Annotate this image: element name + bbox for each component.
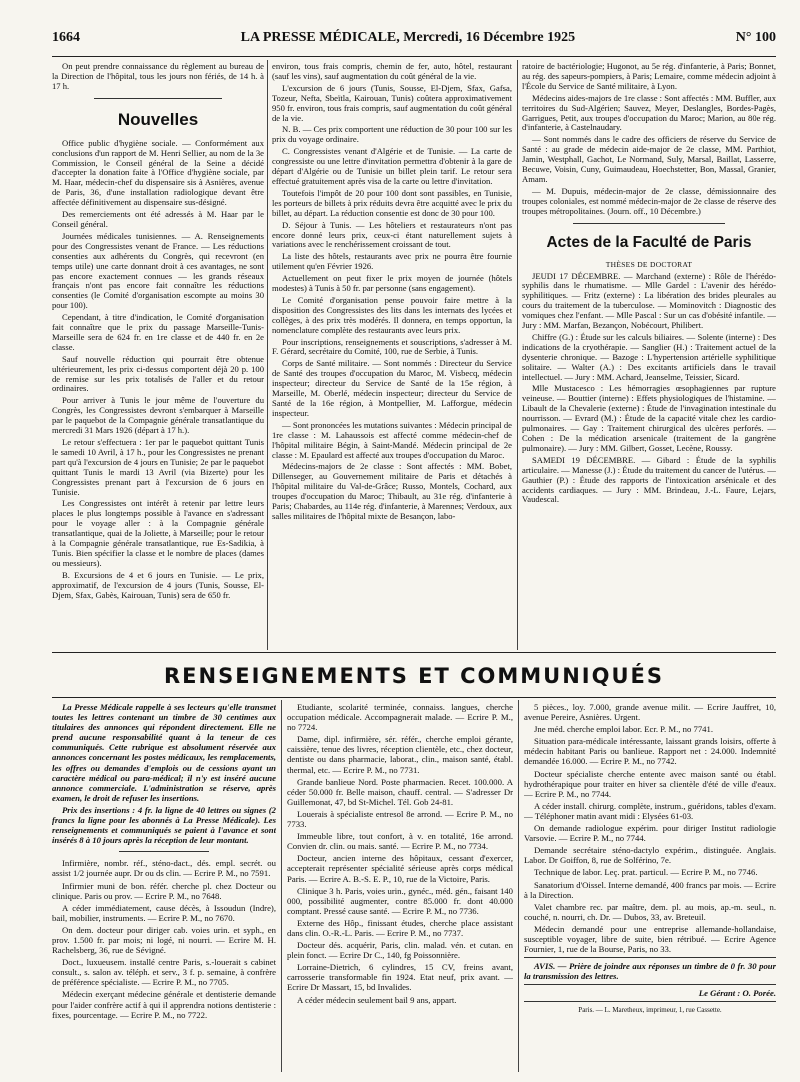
article-paragraph: B. Excursions de 4 et 6 jours en Tunisie. — Le prix, approximatif, de l'excursion de 4 jours (Tunis, Sousse, El-Djem, Sfax, Gabès, Kairouan, Tunis) sera de 650 fr. bbox=[52, 569, 264, 600]
column-rule bbox=[517, 60, 518, 650]
page-header bbox=[52, 30, 776, 52]
classified-ad: Dame, dipl. infirmière, sér. référ., cherche emploi gérante, caissière, tenue des livres, réception clientèle, etc., chez docteur, dentiste ou dans pharmacie, laborat., clin., maison santé, établ. thermal, etc. — Ecrire P. M., no 7731. bbox=[287, 734, 513, 775]
ads-column-2 bbox=[287, 702, 513, 1070]
ads-column-3 bbox=[524, 702, 776, 1070]
article-paragraph: Le retour s'effectuera : 1er par le paquebot quittant Tunis le samedi 10 Avril, à 17 h., pour les Congressistes ne prenant part qu'à l'excursion de 4 jours en Tunisie; 2e par le paquebot quittant Tunis le mardi 13 Avril (via Bizerte) pour les Congressistes prenant part à l'excursion de 6 jours en Tunisie. bbox=[52, 437, 264, 497]
article-paragraph: Médecins aides-majors de 1re classe : Sont affectés : MM. Buffler, aux territoires du Sud-Algérien; Sauvez, Meyer, Deslangles, Bordes-Pagès, Garrigues, Petit, aux troupes d'occupation du Maroc; Marion, au 80e rég. d'infanterie, à Castelnaudary. bbox=[522, 92, 776, 133]
classified-ad: Docteur dés. acquérir, Paris, clin. malad. vén. et cutan. en plein fonct. — Ecrire Dr C., 140, fg Poissonnière. bbox=[287, 940, 513, 961]
classified-ad: A céder install. chirurg. complète, instrum., guéridons, tables d'exam. — Téléphoner matin avant midi : Elysées 61-03. bbox=[524, 800, 776, 821]
classified-ad: Infirmière, nombr. réf., sténo-dact., dés. empl. secrét. ou assist 1/2 journée aupr. Dr ou ds clin. — Ecrire P. M., no 7591. bbox=[52, 858, 276, 879]
classified-ad: Immeuble libre, tout confort, à v. en totalité, 16e arrond. Convien dr. clin. ou mais. santé. — Ecrire P. M., no 7734. bbox=[287, 831, 513, 852]
article-paragraph: Des remerciements ont été adressés à M. Haar par le Conseil général. bbox=[52, 209, 264, 229]
section-title-nouvelles: Nouvelles bbox=[117, 109, 199, 129]
article-paragraph: Journées médicales tunisiennes. — A. Renseignements pour des Congressistes venant de France. — Les réductions consenties aux adhérents du Congrès, qui recevront (en temps utile) une carte donnant droit à ces avantages, ne sont pas encore exactement connues — les grands réseaux français n'ont pas encore fait connaître les réductions consenties (le Comité d'organisation escompte au moins 30 pour 100). bbox=[52, 230, 264, 311]
column-1 bbox=[52, 62, 264, 650]
section-banner: RENSEIGNEMENTS ET COMMUNIQUÉS bbox=[164, 664, 664, 688]
column-3 bbox=[522, 62, 776, 650]
classified-ad: A céder médecin seulement bail 9 ans, appart. bbox=[297, 994, 457, 1005]
classified-ad: On dem. docteur pour diriger cab. voies urin. et syph., en prov. 1.500 fr. par mois; ni logé, ni nourri. — Ecrire M. H. Rachelsberg, 36, rue de Sévigné. bbox=[52, 924, 276, 956]
thesis-entry: JEUDI 17 DÉCEMBRE. — Marchand (externe) : Rôle de l'hérédo-syphilis dans le rhumatisme. — Mlle Gardel : L'avenir des hérédo-syphilitiques. — Fritz (externe) : La libération des brides pleurales au cours du traitement de la tuberculose. — Mominovitch : Diagnostic des vomiques chez l'enfant. — Mlle Pascal : Sur un cas d'obésité infantile. — Jury : MM. Marfan, Bezançon, Nobécourt, Philibert. bbox=[522, 270, 776, 331]
article-paragraph: C. Congressistes venant d'Algérie et de Tunisie. — La carte de congressiste ou une lettre d'invitation permettra d'obtenir à la gare de départ d'Algérie ou de Tunisie un billet plein tarif. Le retour sera effectué gratuitement après visa de la carte ou lettre d'invitation. bbox=[272, 146, 512, 186]
article-paragraph: — M. Dupuis, médecin-major de 2e classe, démissionnaire des troupes coloniales, est nommé médecin-major de 2e classe de réserve des troupes métropolitaines. (Journ. off., 10 Décembre.) bbox=[522, 185, 776, 216]
article-paragraph: Sauf nouvelle réduction qui pourrait être obtenue ultérieurement, les prix ci-dessus comportent déjà 20 p. 100 de remise sur les prix totalisés de l'aller et du retour ordinaires. bbox=[52, 353, 264, 394]
header-rule bbox=[52, 56, 776, 57]
classified-ad: Technique de labor. Leç. prat. particul. — Ecrire P. M., no 7746. bbox=[534, 867, 758, 878]
banner-rule-top bbox=[52, 652, 776, 653]
thesis-entry: Mlle Mustacesco : Les hémorragies œsophagiennes par rupture veineuse. — Bouttier (interne) : Effets physiologiques de l'histamine. — Libault de la Chevalerie (externe) : Étude de l'invagination intestinale du nourrisson. — Evrard (M.) : Étude de la capacité vitale chez les cardio-pulmonaires. — Gay : Traitement chirurgical des ulcères perforés. — Cohen : De la médication arsenicale (traitement de la gangrène pulmonaire). — Jury : MM. Gilbert, Gosset, Lecène, Roussy. bbox=[522, 383, 776, 453]
intro-text: On peut prendre connaissance du règlement au bureau de la Direction de l'hôpital, tous les jours non fériés, de 14 h. à 17 h. bbox=[52, 62, 264, 91]
thesis-entry: SAMEDI 19 DÉCEMBRE. — Gibard : Étude de la syphilis articulaire. — Manesse (J.) : Étude du traitement du cancer de l'utérus. — Gauthier (P.) : Étude des rapports de l'intoxication arsénicale et des accidents cardiaques. — Jury : MM. Brindeau, J.-L. Faure, Lejars, Vaudescal. bbox=[522, 454, 776, 505]
classified-ad: Etudiante, scolarité terminée, connaiss. langues, cherche occupation médicale. Accompagnerait malade. — Ecrire P. M., no 7724. bbox=[287, 702, 513, 733]
section-title-faculte: Actes de la Faculté de Paris bbox=[546, 233, 752, 251]
classified-ad: Docteur, ancien interne des hôpitaux, cessant d'exercer, accepterait représenter spécialité sérieuse après corps médical Paris. — Ecrire A. B.-S. E. P., 10, rue de la Victoire, Paris. bbox=[287, 853, 513, 884]
article-paragraph: Pour arriver à Tunis le jour même de l'ouverture du Congrès, les Congressistes devront s'embarquer à Marseille par le paquebot de la Compagnie générale transatlantique du mercredi 31 Mars 1926 (départ à 17 h.). bbox=[52, 395, 264, 436]
notice-text: La Presse Médicale rappelle à ses lecteurs qu'elle transmet toutes les lettres contenant un timbre de 30 centimes aux titulaires des annonces qui répondent directement. Elle ne prend aucune responsabilité quant à la teneur de ces communiqués. Cette rubrique est absolument réservée aux annonces concernant les postes médicaux, les remplacements, les offres ou demandes d'emplois ou de cessions ayant un caractère médical ou para-médical; il n'y est inséré aucune annonce commerciale. L'administration se réserve, après examen, le droit de refuser les insertions. bbox=[52, 702, 276, 803]
article-paragraph: Actuellement on peut fixer le prix moyen de journée (hôtels modestes) à Tunis à 50 fr. par personne (sans engagement). bbox=[272, 273, 512, 294]
ads-column-1 bbox=[52, 702, 276, 1070]
divider bbox=[119, 851, 209, 852]
thesis-entry: Chiffre (G.) : Étude sur les calculs biliaires. — Solente (interne) : Des indications de la cryothérapie. — Sanglier (H.) : Traitement actuel de la dysenterie chronique. — Bazoge : L'hypertension artérielle syphilitique solitaire. — Walter (A.) : Des excitants artificiels dans le travail intellectuel. — Jury : MM. Achard, Jeanselme, Teissier, Sicard. bbox=[522, 331, 776, 382]
column-rule bbox=[281, 700, 282, 1072]
classified-ad: On demande radiologue expérim. pour diriger Institut radiologie Varsovie. — Ecrire P. M., no 7744. bbox=[524, 823, 776, 844]
classified-ad: Médecin demandé pour une entreprise allemande-hollandaise, susceptible voyager, libre de suite, bien rétribué. — Ecrire Agence Fournier, 1, rue de la Bourse, Paris, no 33. bbox=[524, 923, 776, 955]
classified-ad: 5 pièces., loy. 7.000, grande avenue milit. — Ecrire Jauffret, 10, avenue Pereire, Asnières. Urgent. bbox=[524, 702, 776, 723]
classified-ad: A céder immédiatement, cause décès, à Issoudun (Indre), bail, mobilier, instruments. — Ecrire P. M., no 7670. bbox=[52, 902, 276, 923]
article-paragraph: Le Comité d'organisation pense pouvoir faire mettre à la disposition des Congressistes des lits dans les internats des lycées et collèges, à des prix très modérés. Il donnera, en temps opportun, la nomenclature complète des restaurants avec leurs prix. bbox=[272, 294, 512, 335]
column-2 bbox=[272, 62, 512, 650]
page-number: 1664 bbox=[52, 30, 80, 45]
article-paragraph: L'excursion de 6 jours (Tunis, Sousse, El-Djem, Sfax, Gafsa, Tozeur, Nefta, Sbeïtla, Kairouan, Tunis) coûtera approximativement 950 fr. environ, tous frais compris, sauf augmentation du coût général de la vie. bbox=[272, 82, 512, 123]
classified-ad: Jne méd. cherche emploi labor. Ecr. P. M., no 7741. bbox=[534, 724, 714, 735]
article-paragraph: Pour inscriptions, renseignements et souscriptions, s'adresser à M. F. Gérard, secrétaire du Comité, 100, rue de Serbie, à Tunis. bbox=[272, 336, 512, 357]
printer-imprint: Paris. — L. Maretheux, imprimeur, 1, rue Cassette. bbox=[578, 1006, 722, 1015]
classified-ad: Clinique 3 h. Paris, voies urin., gynéc., méd. gén., faisant 140 000, possibilité augmenter, contre 85.000 fr. dont 40.000 comptant. Pressé cause santé. — Ecrire P. M., no 7736. bbox=[287, 885, 513, 916]
divider bbox=[524, 984, 776, 985]
banner-rule-bottom bbox=[52, 697, 776, 698]
article-paragraph: D. Séjour à Tunis. — Les hôteliers et restaurateurs n'ont pas encore donné leurs prix, ceux-ci étant naturellement sujets à variations avec le renchérissement croissant de tout. bbox=[272, 219, 512, 250]
classified-ad: Situation para-médicale intéressante, laissant grands loisirs, offerte à médecin habitant Paris ou banlieue. Rapport net : 24.000. Indemnité demandée 16.000. — Ecrire P. M., no 7742. bbox=[524, 736, 776, 767]
classified-ad: Infirmier muni de bon. référ. cherche pl. chez Docteur ou clinique. Paris ou prov. — Ecrire P. M., no 7648. bbox=[52, 880, 276, 901]
article-paragraph: — Sont nommés dans le cadre des officiers de réserve du Service de Santé : au grade de médecin aide-major de 2e classe, MM. Parthiot, Jamin, Westphall, Gachot, Le Normand, Suly, Marsal, Baillat, Lasserre, Becuwe, Voisin, Cuny, Guimaudeau, Hoechstetter, Bon, Massal, Granier, Amam. bbox=[522, 134, 776, 184]
article-paragraph: La liste des hôtels, restaurants avec prix ne pourra être fournie utilement qu'en Février 1926. bbox=[272, 251, 512, 272]
article-paragraph: ratoire de bactériologie; Hugonot, au 5e rég. d'infanterie, à Paris; Bonnet, au rég. des sapeurs-pompiers, à Paris; Lemaire, comme médecin adjoint à l'École du Service de Santé militaire, à Lyon. bbox=[522, 62, 776, 91]
classified-ad: Lorraine-Dietrich, 6 cylindres, 15 CV, freins avant, carrosserie transformable fin 1924. Etat neuf, prix avant. — Ecrire Dr Massart, 15, bd Invalides. bbox=[287, 962, 513, 993]
classified-ad: Demande secrétaire sténo-dactylo expérim., distinguée. Anglais. Labor. Dr Goiffon, 8, rue de Solférino, 7e. bbox=[524, 845, 776, 866]
article-paragraph: environ, tous frais compris, chemin de fer, auto, hôtel, restaurant (sauf les vins), sauf augmentation du coût général de la vie. bbox=[272, 62, 512, 81]
prices-text: Prix des insertions : 4 fr. la ligne de 40 lettres ou signes (2 francs la ligne pour les abonnés à La Presse Médicale). Les renseignements et communiqués se paient à l'avance et sont insérés 8 à 10 jours après la réception de leur montant. bbox=[52, 804, 276, 846]
classified-ad: Docteur spécialiste cherche entente avec maison santé ou établ. hydrothérapique pour traiter en hiver sa clientèle d'été de ville d'eaux. — Ecrire P. M., no 7744. bbox=[524, 768, 776, 799]
avis-notice: AVIS. — Prière de joindre aux réponses un timbre de 0 fr. 30 pour la transmission des lettres. bbox=[524, 961, 776, 982]
article-paragraph: Les Congressistes ont intérêt à retenir par lettre leurs places le plus longtemps possible à l'avance en s'adressant pour le voyage aller : à la Compagnie générale transatlantique, quai de la Joliette, à Marseille; pour le retour à la Compagnie générale transatlantique, rue Es-Sadikia, à Tunis. Bien spécifier la classe et le nombre de places (dames ou messieurs). bbox=[52, 498, 264, 568]
divider bbox=[524, 1001, 776, 1002]
journal-title: LA PRESSE MÉDICALE, Mercredi, 16 Décembre 1925 bbox=[240, 30, 576, 45]
column-rule bbox=[267, 60, 268, 650]
classified-ad: Externe des Hôp., finissant études, cherche place assistant dans clin. O.-R.-L. Paris. — Ecrire P. M., no 7737. bbox=[287, 917, 513, 938]
section-subtitle: THÈSES DE DOCTORAT bbox=[605, 259, 693, 269]
article-paragraph: Corps de Santé militaire. — Sont nommés : Directeur du Service de Santé des troupes d'occupation du Maroc, M. Visbecq, médecin inspecteur; directeur du Service de Santé de la 15e région, à Marseille, M. Oberlé, médecin inspecteur; directeur du Service de Santé de la 16e région, à Montpellier, M. Lafforgue, médecin inspecteur. bbox=[272, 358, 512, 418]
article-paragraph: Cependant, à titre d'indication, le Comité d'organisation fait connaître que le prix du passage Marseille-Tunis-Marseille sera de 624 fr. en 1re classe et de 440 fr. en 2e classe. bbox=[52, 312, 264, 352]
issue-number: N° 100 bbox=[735, 30, 776, 45]
classified-ad: Sanatorium d'Oissel. Interne demandé, 400 francs par mois. — Ecrire à la Direction. bbox=[524, 879, 776, 900]
classified-ad: Louerais à spécialiste entresol 8e arrond. — Ecrire P. M., no 7733. bbox=[287, 808, 513, 830]
divider bbox=[524, 957, 776, 958]
article-paragraph: — Sont prononcées les mutations suivantes : Médecin principal de 1re classe : M. Lahaussois est affecté comme médecin-chef de l'hôpital militaire Bégin, à Saint-Mandé. Médecin principal de 2e classe : M. Epaulard est affecté aux troupes d'occupation du Maroc. bbox=[272, 419, 512, 460]
divider bbox=[573, 223, 725, 224]
gerant-signature: Le Gérant : O. Porée. bbox=[698, 988, 776, 999]
article-paragraph: Toutefois l'impôt de 20 pour 100 dont sont passibles, en Tunisie, les porteurs de billets à prix réduits devra être acquitté avec le prix du billet, au départ. La réduction consentie est donc de 30 pour 100. bbox=[272, 187, 512, 218]
classified-ad: Médecin exerçant médecine générale et dentisterie demande pour l'aider confrère actif à qui il apprendra notions dentisterie : fixes, pourcentage. — Ecrire P. M., no 7722. bbox=[52, 989, 276, 1020]
divider bbox=[94, 98, 221, 99]
article-paragraph: Médecins-majors de 2e classe : Sont affectés : MM. Bobet, Dillenseger, au Gouvernement militaire de Paris et détachés à l'hôpital militaire du Val-de-Grâce; Russo, Montels, Cochard, aux troupes d'occupation du Maroc; Thibault, au 31e rég. d'infanterie à Paris; Chabardes, au 114e rég. d'infanterie, à Marennes; Verdoux, aux salles militaires de l'hôpital mixte de Besançon, labo- bbox=[272, 461, 512, 521]
classified-ad: Grande banlieue Nord. Poste pharmacien. Recet. 100.000. A céder 50.000 fr. Belle maison, chauff. central. — S'adresser Dr Guillemonat, 47, bd St-Michel. Tél. Gob 24-81. bbox=[287, 776, 513, 807]
classified-ad: Doct., luxueusem. installé centre Paris, s.-louerait s cabinet consult., s. salon av. téléph. et serv., 3 f. p. semaine, à confrère de préférence spécialiste. — Ecrire P. M., no 7705. bbox=[52, 957, 276, 988]
article-paragraph: N. B. — Ces prix comportent une réduction de 30 pour 100 sur les prix du voyage ordinaire. bbox=[272, 124, 512, 145]
column-rule bbox=[518, 700, 519, 1072]
classified-ad: Valet chambre rec. par maître, dem. pl. au mois, ap.-m. seul., n. couché, n. nourri, ch. Dr. — Dubos, 33, av. Breteuil. bbox=[524, 901, 776, 922]
article-paragraph: Office public d'hygiène sociale. — Conformément aux conclusions d'un rapport de M. Henri Sellier, au nom de la 3e Commission, le Conseil général de la Seine a décidé d'accepter la donation faite à l'Office d'hygiène sociale, par M. Haar, médecin-chef du dispensaire sis à Asnières, avenue de Paris, 36, d'une installation radiologique devant être affectée définitivement au dispensaire sus-désigné. bbox=[52, 137, 264, 208]
